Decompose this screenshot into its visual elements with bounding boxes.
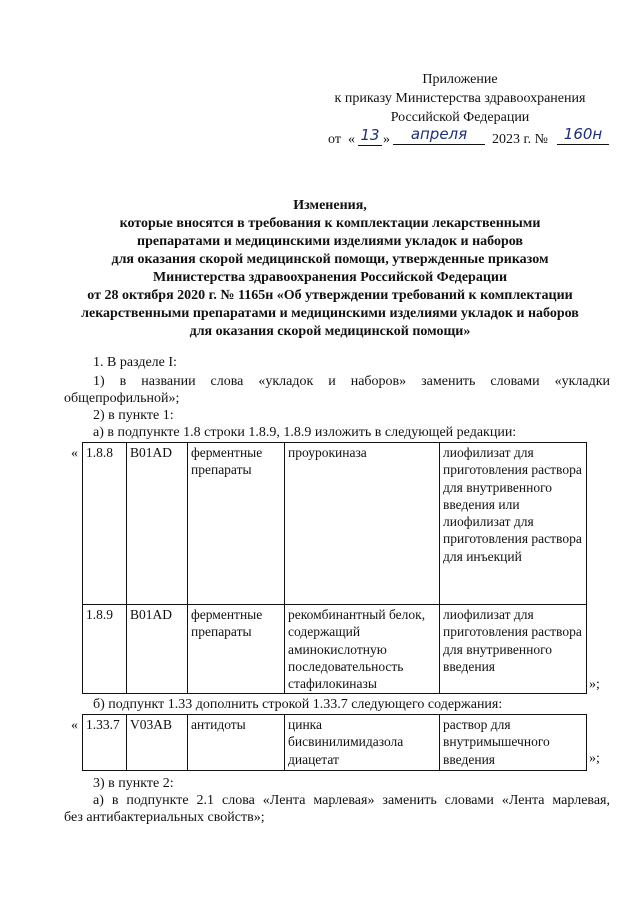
item-1-line2: общепрофильной»; (64, 391, 180, 406)
row-drug-name: проурокиназа (285, 443, 440, 605)
title-line: от 28 октября 2020 г. № 1165н «Об утверждении требований к комплектации (87, 288, 573, 303)
subitem-b-text: б) подпункт 1.33 дополнить строкой 1.33.7 следующего содержания: (93, 697, 503, 712)
row-code: 1.8.9 (83, 605, 127, 694)
appendix-header (300, 70, 620, 150)
date-close-quote: » (383, 132, 390, 147)
item-3-heading: 3) в пункте 2: (93, 776, 174, 791)
title-line: для оказания скорой медицинской помощи» (189, 324, 471, 339)
table1-open-quote: « (71, 446, 78, 461)
title-line: которые вносятся в требования к комплектации лекарственными (119, 216, 541, 231)
row-group: ферментные препараты (188, 443, 285, 605)
title-line: Изменения, (293, 198, 367, 213)
table2-open-quote: « (71, 718, 78, 733)
title-line: препаратами и медицинскими изделиями укладок и наборов (137, 234, 523, 249)
row-group: антидоты (188, 715, 285, 771)
table1-close-quote: »; (589, 677, 600, 692)
document-title (40, 197, 620, 341)
row-dosage-form: лиофилизат для приготовления раствора для внутривенного введения (440, 605, 587, 694)
section-1-heading: 1. В разделе I: (93, 355, 177, 370)
table-row-1-33-7 (82, 714, 587, 771)
handwritten-order-number: 160н (557, 125, 609, 145)
table-row (83, 443, 587, 605)
table-row (83, 715, 587, 771)
handwritten-day: 13 (358, 126, 382, 146)
item-3a-line2: без антибактериальных свойств»; (64, 810, 265, 825)
row-atc-code: V03AB (127, 715, 188, 771)
table-row (83, 605, 587, 694)
item-3a-line1: а) в подпункте 2.1 слова «Лента марлевая» заменить словами «Лента марлевая, (93, 793, 610, 808)
row-drug-name: цинка бисвинилимидазола диацетат (285, 715, 440, 771)
row-drug-name: рекомбинантный белок, содержащий аминокислотную последовательность стафилокиназы (285, 605, 440, 694)
row-atc-code: B01AD (127, 443, 188, 605)
row-code: 1.8.8 (83, 443, 127, 605)
subitem-a-text: а) в подпункте 1.8 строки 1.8.9, 1.8.9 изложить в следующей редакции: (93, 425, 517, 440)
item-2-heading: 2) в пункте 1: (93, 408, 174, 423)
row-atc-code: B01AD (127, 605, 188, 694)
title-line: Министерства здравоохранения Российской Федерации (152, 270, 508, 285)
table2-close-quote: »; (589, 751, 600, 766)
date-prefix: от (328, 132, 341, 147)
year-and-number-label: 2023 г. № (492, 132, 549, 147)
row-dosage-form: лиофилизат для приготовления раствора для внутривенного введения или лиофилизат для приготовления раствора для инъекций (440, 443, 587, 605)
row-dosage-form: раствор для внутримышечного введения (440, 715, 587, 771)
handwritten-month: апреля (393, 125, 485, 145)
table-rows-1-8 (82, 442, 587, 694)
appendix-label: Приложение (422, 72, 498, 87)
title-line: лекарственными препаратами и медицинскими изделиями укладок и наборов (81, 306, 579, 321)
appendix-federation: Российской Федерации (390, 110, 530, 125)
item-1-line1: 1) в названии слова «укладок и наборов» заменить словами «укладки (93, 374, 610, 389)
title-line: для оказания скорой медицинской помощи, утвержденные приказом (111, 252, 549, 267)
appendix-order-ref: к приказу Министерства здравоохранения (334, 91, 586, 106)
date-open-quote: « (348, 132, 355, 147)
order-date-line (300, 125, 620, 150)
row-code: 1.33.7 (83, 715, 127, 771)
row-group: ферментные препараты (188, 605, 285, 694)
